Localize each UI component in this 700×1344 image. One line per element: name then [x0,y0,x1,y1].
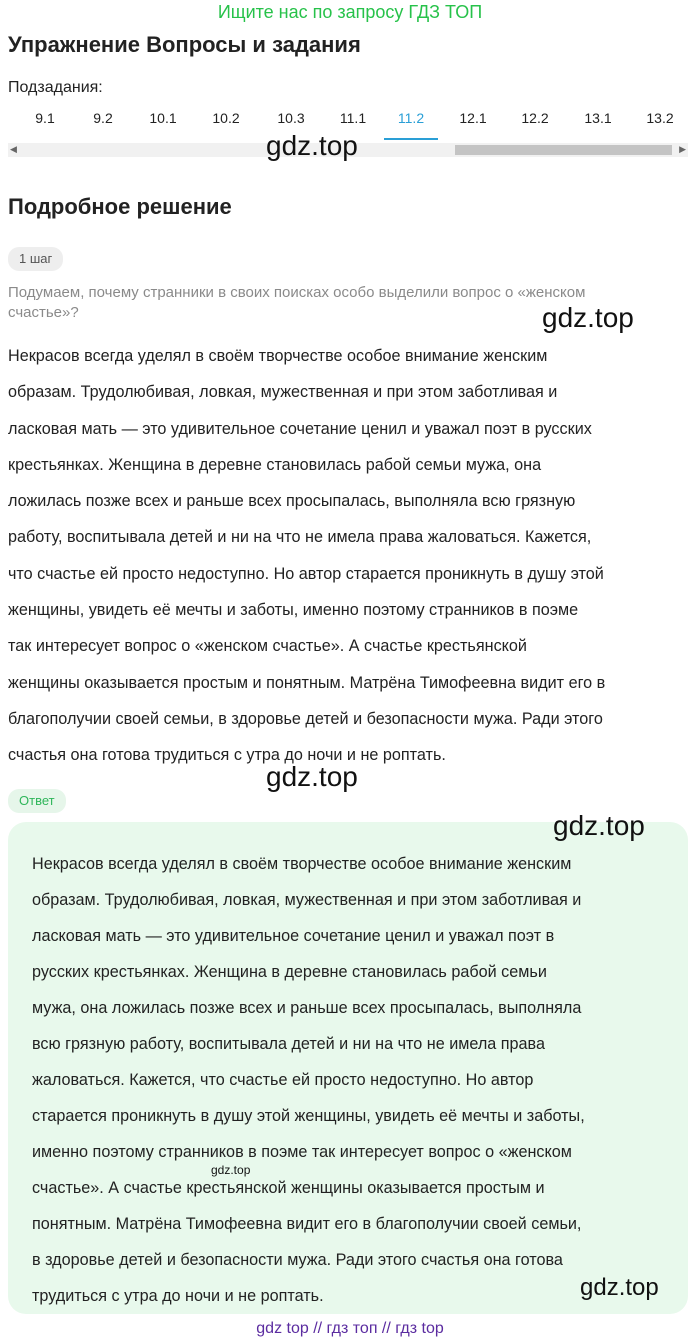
solution-line: женщины оказывается простым и понятным. Матрёна Тимофеевна видит его в [8,673,606,692]
hint-line: счастье»? [8,304,79,321]
page-title: Упражнение Вопросы и задания [8,32,361,57]
answer-line: образам. Трудолюбивая, ловкая, мужественная и при этом заботливая и [32,891,582,909]
scrollbar-thumb[interactable] [455,145,672,155]
subtask-tab-13-1[interactable]: 13.1 [584,110,612,126]
solution-section-title: Подробное решение [8,194,232,219]
triangle-right-icon[interactable]: ▶ [679,144,686,154]
solution-line: работу, воспитывала детей и ни на что не имела права жаловаться. Кажется, [8,528,592,547]
answer-line: понятным. Матрёна Тимофеевна видит его в благополучии своей семьи, [32,1215,582,1233]
answer-line: старается проникнуть в душу этой женщины, увидеть её мечты и заботы, [32,1107,585,1125]
answer-line: мужа, она ложилась позже всех и раньше всех просыпалась, выполняла [32,999,582,1017]
watermark: gdz.top [266,130,358,161]
answer-line: в здоровье детей и безопасности мужа. Ради этого счастья она готова [32,1251,563,1269]
subtask-tab-12-1[interactable]: 12.1 [459,110,487,126]
solution-line: ласковая мать — это удивительное сочетание ценил и уважал поэт в русских [8,419,592,438]
footer-links[interactable]: gdz top // гдз топ // гдз top [256,1320,444,1337]
subtask-tab-10-2[interactable]: 10.2 [212,110,240,126]
watermark: gdz.top [266,761,358,792]
answer-line: русских крестьянках. Женщина в деревне становилась рабой семьи [32,963,547,981]
solution-line: счастья она готова трудиться с утра до ночи и не роптать. [8,746,446,765]
watermark: gdz.top [580,1274,659,1301]
watermark: gdz.top [553,810,645,841]
active-tab-indicator [384,138,438,140]
solution-text [8,338,690,774]
solution-line: образам. Трудолюбивая, ловкая, мужественная и при этом заботливая и [8,383,558,402]
watermark: gdz.top [542,302,634,333]
answer-badge: Ответ [8,789,66,813]
solution-line: ложилась позже всех и раньше всех просыпалась, выполняла всю грязную [8,492,576,511]
subtask-tab-10-3[interactable]: 10.3 [277,110,305,126]
search-banner[interactable]: Ищите нас по запросу ГДЗ ТОП [217,2,483,22]
solution-line: так интересует вопрос о «женском счастье». А счастье крестьянской [8,637,527,656]
solution-line: крестьянках. Женщина в деревне становилась рабой семьи мужа, она [8,455,542,474]
subtask-tab-10-1[interactable]: 10.1 [149,110,177,126]
triangle-left-icon[interactable]: ◀ [10,144,17,154]
solution-line: что счастье ей просто недоступно. Но автор старается проникнуть в душу этой [8,564,604,583]
answer-line: именно поэтому странников в поэме так интересует вопрос о «женском [32,1143,572,1161]
solution-line: женщины, увидеть её мечты и заботы, именно поэтому странников в поэме [8,601,579,620]
answer-line: ласковая мать — это удивительное сочетание ценил и уважал поэт в [32,927,555,945]
subtask-tab-11-2[interactable]: 11.2 [397,110,425,126]
answer-line: всю грязную работу, воспитывала детей и ни на что не имела права [32,1035,545,1053]
subtask-tab-13-2[interactable]: 13.2 [646,110,674,126]
answer-line: трудиться с утра до ночи и не роптать. [32,1287,324,1305]
solution-line: Некрасов всегда уделял в своём творчестве особое внимание женским [8,347,548,365]
solution-line: благополучии своей семьи, в здоровье детей и безопасности мужа. Ради этого [8,709,603,728]
hint-line: Подумаем, почему странники в своих поисках особо выделили вопрос о «женском [8,284,586,301]
subtasks-label: Подзадания: [8,79,103,96]
step-badge: 1 шаг [8,247,63,271]
watermark-small: gdz.top [211,1163,251,1177]
answer-text [32,846,682,1314]
subtask-tab-9-1[interactable]: 9.1 [35,110,55,126]
subtask-tab-12-2[interactable]: 12.2 [521,110,549,126]
subtask-tab-11-1[interactable]: 11.1 [339,110,367,126]
subtask-tab-9-2[interactable]: 9.2 [93,110,113,126]
answer-line: жаловаться. Кажется, что счастье ей просто недоступно. Но автор [32,1071,534,1089]
answer-line: Некрасов всегда уделял в своём творчестве особое внимание женским [32,855,572,873]
answer-line: счастье». А счастье крестьянской женщины оказывается простым и [32,1179,545,1197]
